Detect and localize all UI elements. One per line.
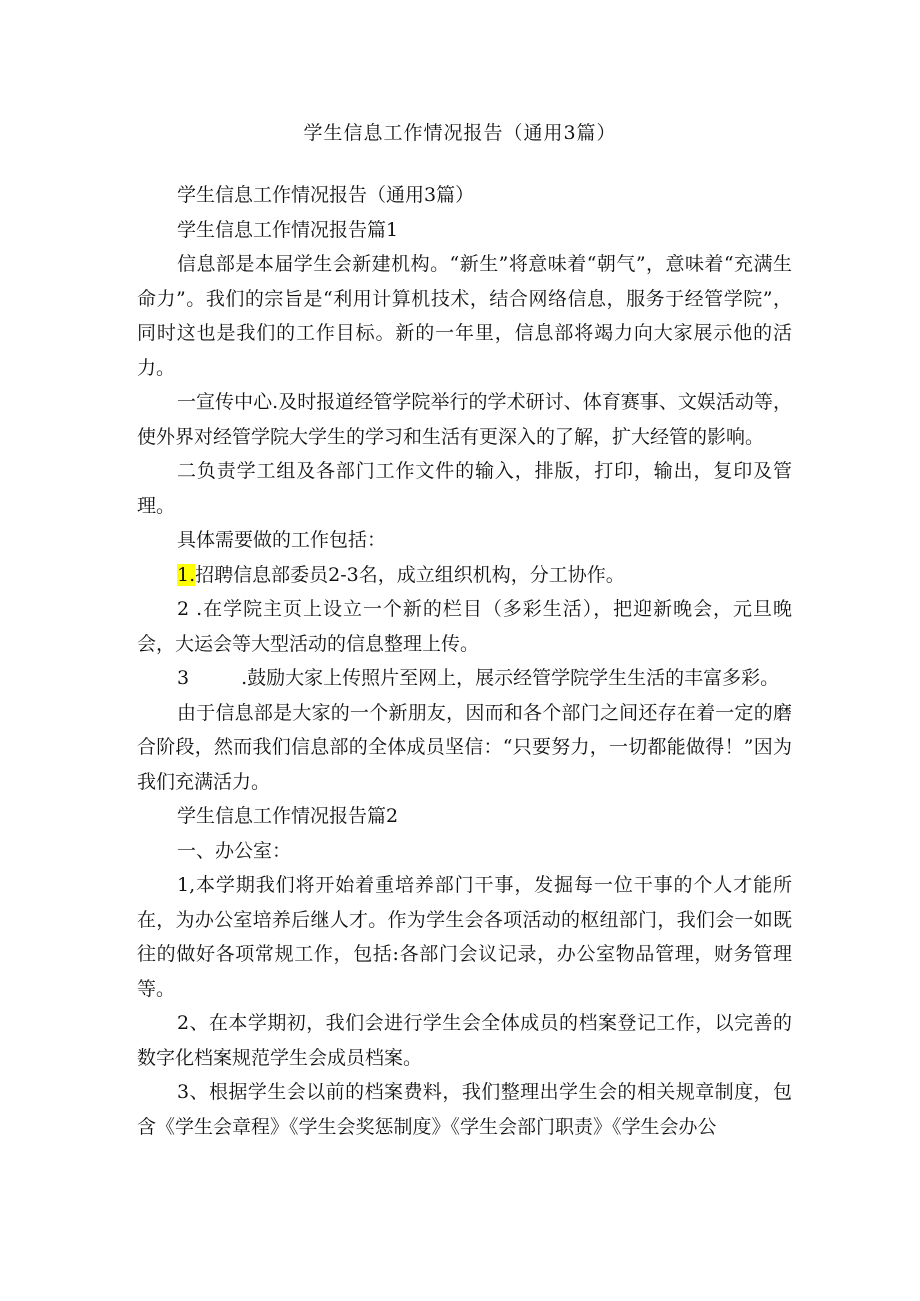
section1-heading: 学生信息工作情况报告篇1: [177, 218, 399, 241]
section2-heading: 学生信息工作情况报告篇2: [177, 805, 399, 827]
document-body: [137, 178, 792, 1144]
list-item-3-number: 3: [177, 667, 190, 689]
document-title: 学生信息工作情况报告（通用3篇）: [303, 122, 617, 144]
paragraph-tasks-intro: 具体需要做的工作包括：: [177, 529, 387, 551]
list-item-1-text: 招聘信息部委员2-3名，成立组织机构，分工协作。: [195, 563, 625, 586]
office-paragraph-3: 3、根据学生会以前的档案费料，我们整理出学生会的相关规章制度，包含《学生会章程》《学生会奖惩制度》《学生会部门职责》《学生会办公: [137, 1081, 792, 1138]
paragraph-documents: 二负责学工组及各部门工作文件的输入，排版，打印，输出，复印及管理。: [137, 460, 792, 517]
list-item-3-text: .鼓励大家上传照片至网上，展示经管学院学生生活的丰富多彩。: [241, 667, 780, 689]
list-item-1: [137, 558, 792, 593]
list-item-2: 2 .在学院主页上设立一个新的栏目（多彩生活），把迎新晚会，元旦晚会，大运会等大型活动的信息整理上传。: [137, 598, 792, 655]
paragraph-intro: 信息部是本届学生会新建机构。“新生”将意味着“朝气”，意味着“充满生命力”。我们的宗旨是“利用计算机技术，结合网络信息，服务于经管学院”，同时这也是我们的工作目标。新的一年里，信息部将竭力向大家展示他的活力。: [137, 253, 792, 379]
office-paragraph-1: 1,本学期我们将开始着重培养部门干事，发掘每一位干事的个人才能所在，为办公室培养后继人才。作为学生会各项活动的枢纽部门，我们会一如既往的做好各项常规工作，包括:各部门会议记录，办公室物品管理，财务管理等。: [137, 874, 792, 1000]
list-item-3: [137, 661, 792, 696]
office-heading: 一、办公室：: [177, 839, 292, 862]
paragraph-closing: 由于信息部是大家的一个新朋友，因而和各个部门之间还存在着一定的磨合阶段，然而我们信息部的全体成员坚信：“只要努力，一切都能做得！”因为我们充满活力。: [137, 701, 792, 793]
highlighted-number: 1.: [177, 563, 196, 586]
paragraph-publicity: 一宣传中心.及时报道经管学院举行的学术研讨、体育赛事、文娱活动等，使外界对经管学院大学生的学习和生活有更深入的了解，扩大经管的影响。: [137, 391, 792, 448]
subtitle: 学生信息工作情况报告（通用3篇）: [177, 184, 475, 206]
office-paragraph-2: 2、在本学期初，我们会进行学生会全体成员的档案登记工作，以完善的数字化档案规范学生会成员档案。: [137, 1012, 792, 1069]
